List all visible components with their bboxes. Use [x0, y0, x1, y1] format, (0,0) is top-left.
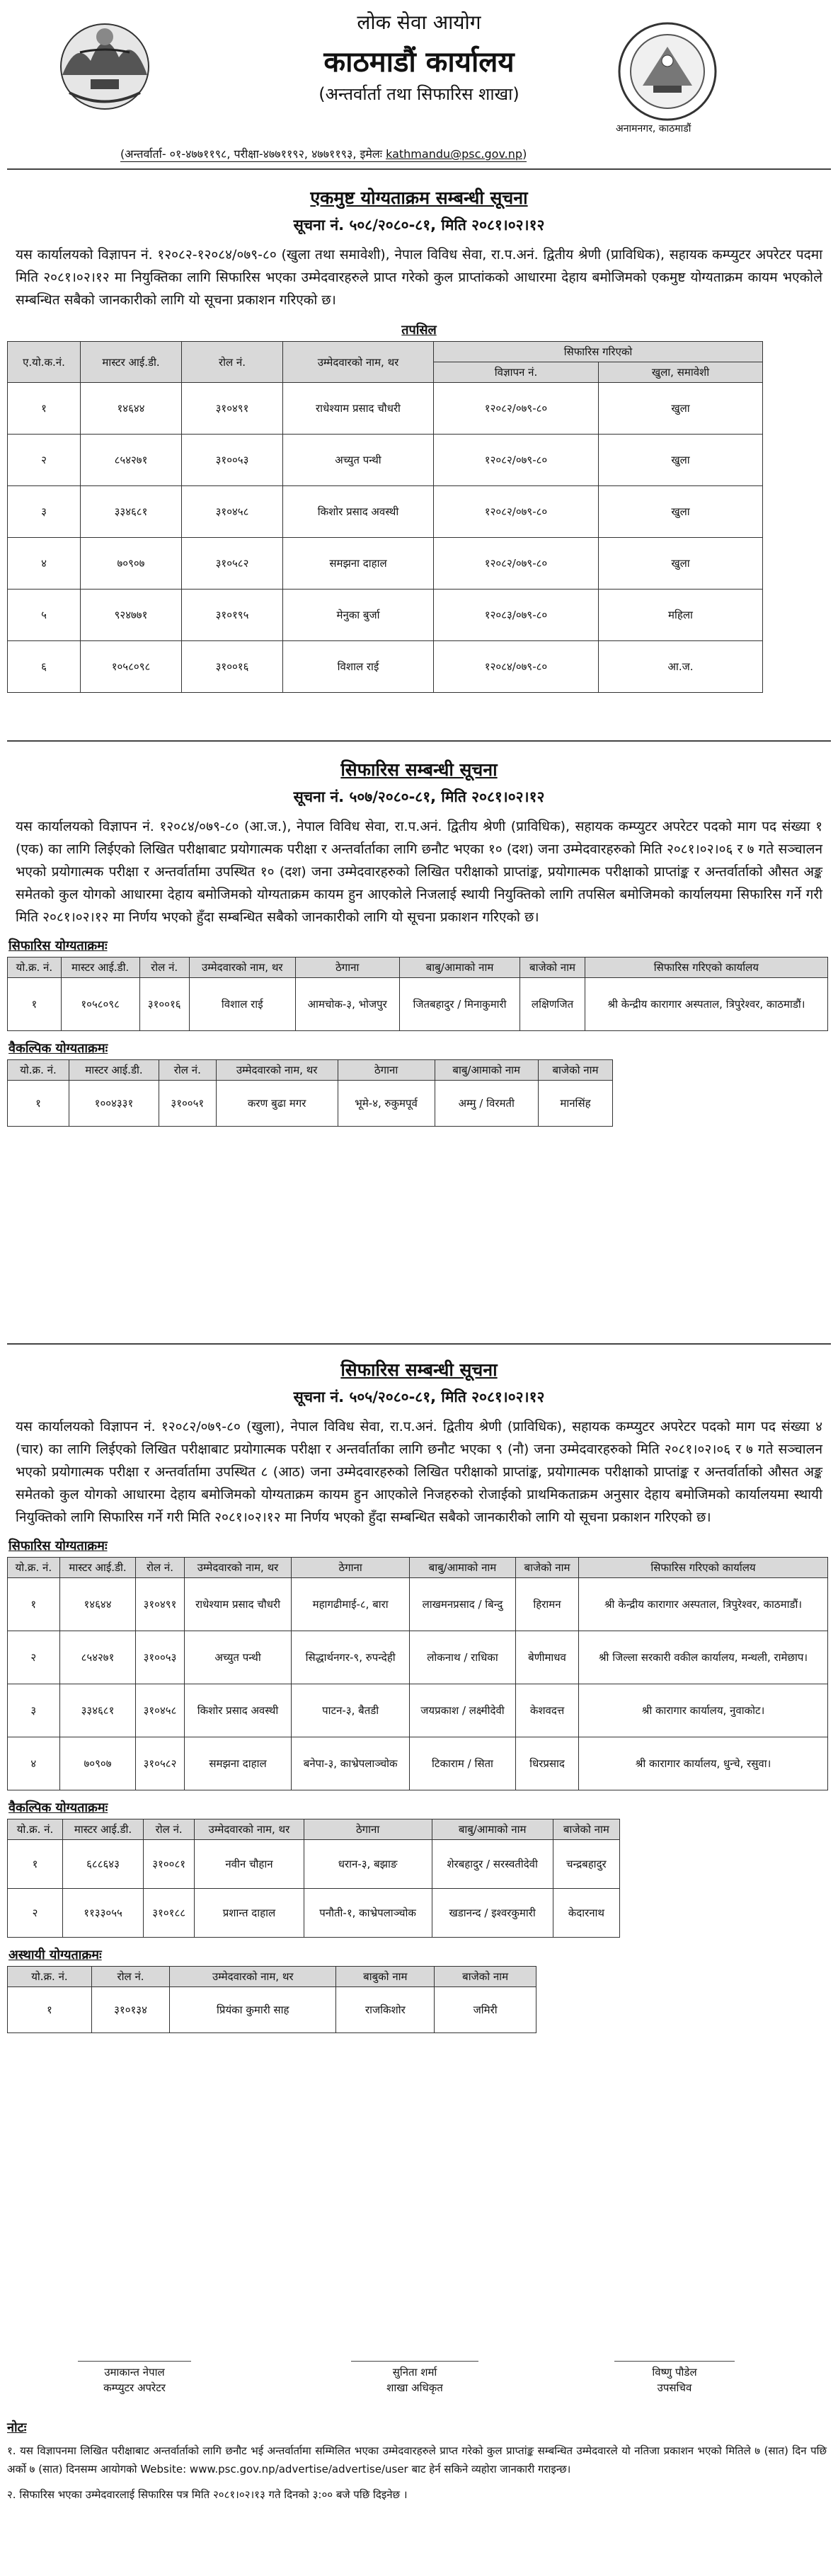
table-cell: ३१००८१ [144, 1840, 195, 1889]
recommended-merit-label: सिफारिस योग्यताक्रमः [8, 1539, 108, 1553]
table-cell: समझना दाहाल [283, 538, 434, 590]
col-header: रोल नं. [144, 1819, 195, 1840]
col-header: उम्मेदवारको नाम, थर [184, 1558, 292, 1578]
col-header: मास्टर आई.डी. [63, 1819, 144, 1840]
col-header: सिफारिस गरिएको कार्यालय [579, 1558, 828, 1578]
table-cell: २ [8, 435, 81, 486]
table-cell: ३ [8, 1684, 60, 1737]
table-cell: श्री केन्द्रीय कारागार अस्पताल, त्रिपुरेश्वर, काठमाडौं। [585, 978, 827, 1031]
col-header: यो.क्र. नं. [8, 1967, 92, 1987]
table-cell: ३३४६८१ [81, 486, 182, 538]
table-cell: १२०८२/०७९-८० [434, 538, 599, 590]
table-cell: ३१०४५८ [182, 486, 283, 538]
signatory-name: सुनिता शर्मा [392, 2366, 437, 2379]
table-cell: आमचोक-३, भोजपुर [295, 978, 399, 1031]
table-cell: बनेपा-३, काभ्रेपलाञ्चोक [292, 1737, 410, 1790]
table-cell: आ.ज. [599, 641, 763, 693]
col-header: ठेगाना [292, 1558, 410, 1578]
alternate-merit-label: वैकल्पिक योग्यताक्रमः [8, 1041, 108, 1056]
table-cell: श्री कारागार कार्यालय, धुन्चे, रसुवा। [579, 1737, 828, 1790]
recommendation-notice-507 [0, 757, 838, 1127]
table-cell: समझना दाहाल [184, 1737, 292, 1790]
table-cell: लक्षिणजित [520, 978, 585, 1031]
table-cell: ६ [8, 641, 81, 693]
table-cell: १२०८२/०७९-८० [434, 383, 599, 435]
table-cell: ७०९०७ [59, 1737, 136, 1790]
recommendation-notice-505 [0, 1357, 838, 2033]
table-row [8, 1987, 536, 2033]
alternate-merit-label: वैकल्पिक योग्यताक्रमः [8, 1800, 108, 1815]
temporary-table [7, 1966, 536, 2033]
signature-1 [78, 2361, 191, 2396]
table-row [8, 641, 763, 693]
notice-number: सूचना नं. ५०८/२०८०-८१, मिति २०८१।०२।१२ [293, 217, 545, 234]
table-cell: १४६४४ [59, 1578, 136, 1631]
table-cell: १२०८३/०७९-८० [434, 590, 599, 641]
table-cell: ३१०५८२ [182, 538, 283, 590]
contact-email[interactable]: kathmandu@psc.gov.np [386, 147, 523, 161]
table-cell: ३१००५१ [159, 1081, 217, 1127]
table-cell: १ [8, 1578, 60, 1631]
letterhead [0, 0, 838, 170]
notice-body: यस कार्यालयको विज्ञापन नं. १२०८२-१२०८४/०७९-८० (खुला तथा समावेशी), नेपाल विविध सेवा, रा.प.अनं. द्वितीय श्रेणी (प्राविधिक), सहायक कम्प्युटर अपरेटर पदमा मिति २०८१।०२।१२ मा नियुक्तिका लागि सिफारिस भएका उम्मेदवारहरुले प्राप्त गरेको कुल प्राप्तांकको आधारमा देहाय बमोजिमको एकमुष्ट योग्यताक्रम कायम भएकोले सम्बन्धित सबैको जानकारीको लागि यो सूचना प्रकाशन गरिएको छ। [16, 247, 822, 308]
contact-phones: (अन्तर्वार्ता- ०१-४७७११९८, परीक्षा-४७७११९२, ४७७११९३, इमेलः [120, 147, 382, 161]
table-cell: ३१०१३४ [91, 1987, 169, 2033]
col-header: बाबु/आमाको नाम [432, 1819, 553, 1840]
table-row [8, 1081, 613, 1127]
table-cell: ३१००५३ [182, 435, 283, 486]
col-header: ठेगाना [338, 1060, 435, 1081]
table-cell: ५ [8, 590, 81, 641]
section-title: एकमुष्ट योग्यताक्रम सम्बन्धी सूचना [310, 188, 528, 208]
table-cell: पनौती-१, काभ्रेपलाञ्चोक [304, 1889, 432, 1938]
contact-line [120, 146, 527, 162]
signatory-name: विष्णु पौडेल [652, 2366, 697, 2379]
table-cell: ३ [8, 486, 81, 538]
table-cell: १०५८०९८ [81, 641, 182, 693]
office-address: अनामनगर, काठमाडौं [616, 123, 691, 134]
table-row [8, 978, 828, 1031]
col-header: बाजेको नाम [538, 1060, 612, 1081]
table-cell: श्री कारागार कार्यालय, नुवाकोट। [579, 1684, 828, 1737]
col-header: बाजेको नाम [516, 1558, 579, 1578]
signature-3 [614, 2361, 735, 2396]
table-cell: १ [8, 383, 81, 435]
table-cell: ३१०४९१ [182, 383, 283, 435]
col-header: मास्टर आई.डी. [61, 958, 139, 978]
table-cell: ३१०४९१ [136, 1578, 184, 1631]
signatory-role: शाखा अधिकृत [386, 2381, 443, 2394]
table-cell: खुला [599, 538, 763, 590]
recommended-table [7, 1557, 828, 1790]
table-cell: ३१०५८२ [136, 1737, 184, 1790]
col-header: ए.यो.क.नं. [8, 342, 81, 383]
table-cell: धिरप्रसाद [516, 1737, 579, 1790]
notice-number: सूचना नं. ५०५/२०८०-८१, मिति २०८१।०२।१२ [293, 1388, 545, 1405]
col-header: रोल नं. [182, 342, 283, 383]
table-cell: १ [8, 1987, 92, 2033]
table-cell: खुला [599, 486, 763, 538]
col-header: बाबु/आमाको नाम [435, 1060, 538, 1081]
section-divider [7, 740, 831, 742]
col-header: मास्टर आई.डी. [81, 342, 182, 383]
table-cell: ७०९०७ [81, 538, 182, 590]
table-cell: १ [8, 978, 62, 1031]
table-cell: महिला [599, 590, 763, 641]
table-cell: ८५४२७१ [59, 1631, 136, 1684]
merit-table [7, 341, 763, 693]
notice-body: यस कार्यालयको विज्ञापन नं. १२०८४/०७९-८० (आ.ज.), नेपाल विविध सेवा, रा.प.अनं. द्वितीय श्रेणी (प्राविधिक), सहायक कम्प्युटर अपरेटर पदको माग पद संख्या १ (एक) का लागि लिईएको लिखित परीक्षाबाट प्रयोगात्मक परीक्षा र अन्तर्वार्ताका लागि छनौट भएका १० (दश) जना उम्मेदवारहरुको मिति २०८१।०२।०६ र ७ गते सञ्चालन भएको प्रयोगात्मक परीक्षा र अन्तर्वार्तामा उपस्थित १० (दश) जना उम्मेदवारहरुको लिखित परीक्षाको प्राप्तांङ्क, प्रयोगात्मक परीक्षाको प्राप्तांङ्क र अन्तर्वार्ताको औसत अङ्क समेतको कुल योगको आधारमा देहाय बमोजिमको योग्यताक्रम कायम हुन आएकोले निजलाई स्थायी नियुक्तिको लागि तपसिल बमोजिमको कार्यालयमा सिफारिस गर्ने गरी मिति २०८१।०२।१२ मा निर्णय भएको हुँदा सम्बन्धित सबैको जानकारीको लागि यो सूचना प्रकाशन गरिएको छ। [16, 819, 822, 925]
table-row [8, 1737, 828, 1790]
table-cell: प्रशान्त दाहाल [195, 1889, 304, 1938]
table-cell: ४ [8, 538, 81, 590]
signatory-name: उमाकान्त नेपाल [104, 2366, 165, 2379]
table-cell: विशाल राई [283, 641, 434, 693]
table-cell: जयप्रकाश / लक्ष्मीदेवी [409, 1684, 515, 1737]
table-cell: राधेश्याम प्रसाद चौधरी [283, 383, 434, 435]
table-cell: १००४३३१ [69, 1081, 159, 1127]
table-cell: ३१००५३ [136, 1631, 184, 1684]
commission-name: लोक सेवा आयोग [357, 11, 481, 34]
col-header: रोल नं. [91, 1967, 169, 1987]
table-cell: विशाल राई [189, 978, 295, 1031]
table-cell: खडानन्द / इश्वरकुमारी [432, 1889, 553, 1938]
table-cell: सिद्धार्थनगर-९, रुपन्देही [292, 1631, 410, 1684]
col-header: उम्मेदवारको नाम, थर [216, 1060, 338, 1081]
col-header: रोल नं. [159, 1060, 217, 1081]
table-cell: ६८८६४३ [63, 1840, 144, 1889]
col-header: यो.क्र. नं. [8, 1558, 60, 1578]
notes-title: नोटः [7, 2420, 27, 2435]
table-row [8, 590, 763, 641]
section-title: सिफारिस सम्बन्धी सूचना [340, 759, 498, 780]
table-cell: १ [8, 1840, 63, 1889]
table-cell: १२०८२/०७९-८० [434, 435, 599, 486]
recommended-table [7, 957, 828, 1031]
table-cell: १४६४४ [81, 383, 182, 435]
table-cell: श्री जिल्ला सरकारी वकील कार्यालय, मन्थली, रामेछाप। [579, 1631, 828, 1684]
table-cell: शेरबहादुर / सरस्वतीदेवी [432, 1840, 553, 1889]
recommended-merit-label: सिफारिस योग्यताक्रमः [8, 938, 108, 953]
col-header: मास्टर आई.डी. [59, 1558, 136, 1578]
table-cell: ३१०४५८ [136, 1684, 184, 1737]
table-cell: अच्युत पन्थी [184, 1631, 292, 1684]
table-cell: धरान-३, बझाङ [304, 1840, 432, 1889]
col-header: उम्मेदवारको नाम, थर [170, 1967, 336, 1987]
table-cell: अच्युत पन्थी [283, 435, 434, 486]
col-header: यो.क्र. नं. [8, 958, 62, 978]
table-row [8, 1889, 620, 1938]
table-cell: केशवदत्त [516, 1684, 579, 1737]
header-divider [7, 168, 831, 170]
table-row [8, 538, 763, 590]
table-row [8, 1840, 620, 1889]
signatory-role: कम्प्युटर अपरेटर [103, 2381, 166, 2394]
table-row [8, 383, 763, 435]
col-header: रोल नं. [139, 958, 189, 978]
col-header: यो.क्र. नं. [8, 1819, 63, 1840]
table-cell: २ [8, 1631, 60, 1684]
table-cell: प्रियंका कुमारी साह [170, 1987, 336, 2033]
table-cell: २ [8, 1889, 63, 1938]
temporary-merit-label: अस्थायी योग्यताक्रमः [8, 1948, 102, 1962]
table-cell: मानसिंह [538, 1081, 612, 1127]
table-cell: १ [8, 1081, 69, 1127]
table-row [8, 486, 763, 538]
alternate-table [7, 1059, 613, 1127]
contact-end: ) [522, 147, 527, 161]
signature-2 [351, 2361, 478, 2396]
table-cell: ३१०१९५ [182, 590, 283, 641]
col-header: बाबु/आमाको नाम [409, 1558, 515, 1578]
table-cell: ११३३०५५ [63, 1889, 144, 1938]
table-cell: ८५४२७१ [81, 435, 182, 486]
note-2: २. सिफारिस भएका उम्मेदवारलाई सिफारिस पत्र मिति २०८१।०२।१३ गते दिनको ३:०० बजे पछि दिइनेछ । [7, 2488, 408, 2501]
col-header: मास्टर आई.डी. [69, 1060, 159, 1081]
table-cell: पाटन-३, बैतडी [292, 1684, 410, 1737]
psc-seal-icon [614, 18, 721, 125]
col-header: बाजेको नाम [520, 958, 585, 978]
col-header: बाजेको नाम [435, 1967, 536, 1987]
col-header: उम्मेदवारको नाम, थर [189, 958, 295, 978]
table-row [8, 1578, 828, 1631]
table-cell: १२०८२/०७९-८० [434, 486, 599, 538]
col-header: खुला, समावेशी [599, 362, 763, 383]
table-cell: १०५८०९८ [61, 978, 139, 1031]
table-cell: बेणीमाधव [516, 1631, 579, 1684]
col-header: यो.क्र. नं. [8, 1060, 69, 1081]
col-header: बाबु/आमाको नाम [399, 958, 520, 978]
tapasil-heading: तपसिल [401, 323, 437, 338]
section-divider [7, 1343, 831, 1345]
notice-body: यस कार्यालयको विज्ञापन नं. १२०८२/०७९-८० (खुला), नेपाल विविध सेवा, रा.प.अनं. द्वितीय श्रेणी (प्राविधिक), सहायक कम्प्युटर अपरेटर पदको माग पद संख्या ४ (चार) का लागि लिईएको लिखित परीक्षाबाट प्रयोगात्मक परीक्षा र अन्तर्वार्ताका लागि छनौट भएका ९ (नौ) जना उम्मेदवारहरुको मिति २०८१।०२।०६ र ७ गते सञ्चालन भएको प्रयोगात्मक परीक्षा र अन्तर्वार्तामा उपस्थित ८ (आठ) जना उम्मेदवारहरुको लिखित परीक्षाको प्राप्तांङ्क, प्रयोगात्मक परीक्षाको प्राप्तांङ्क र अन्तर्वार्ताको औसत अङ्क समेतको कुल योगको आधारमा देहाय बमोजिमको योग्यताक्रम कायम हुन आएकोले निजहरुको रोजाईको प्राथमिकताक्रम अनुसार देहाय बमोजिमको कार्यालयमा स्थायी नियुक्तिको लागि सिफारिस गर्ने गरी मिति २०८१।०२।१२ मा निर्णय भएको हुँदा सम्बन्धित सबैको जानकारीको लागि यो सूचना प्रकाशन गरिएको छ। [16, 1419, 822, 1525]
table-cell: राधेश्याम प्रसाद चौधरी [184, 1578, 292, 1631]
table-cell: महागढीमाई-८, बारा [292, 1578, 410, 1631]
table-cell: ३१०१८८ [144, 1889, 195, 1938]
col-header: विज्ञापन नं. [434, 362, 599, 383]
table-row [8, 435, 763, 486]
office-name: काठमाडौं कार्यालय [323, 46, 515, 79]
col-header: सिफारिस गरिएको कार्यालय [585, 958, 827, 978]
table-cell: चन्द्रबहादुर [553, 1840, 619, 1889]
consolidated-merit-notice [0, 185, 838, 693]
table-cell: राजकिशोर [336, 1987, 435, 2033]
table-cell: ३३४६८१ [59, 1684, 136, 1737]
section-title: सिफारिस सम्बन्धी सूचना [340, 1359, 498, 1380]
alternate-table [7, 1819, 620, 1938]
table-cell: ३१००१६ [139, 978, 189, 1031]
col-header: बाजेको नाम [553, 1819, 619, 1840]
table-cell: जमिरी [435, 1987, 536, 2033]
table-cell: किशोर प्रसाद अवस्थी [283, 486, 434, 538]
signatory-role: उपसचिव [657, 2381, 692, 2394]
table-cell: अम्मु / विरमती [435, 1081, 538, 1127]
table-cell: १२०८४/०७९-८० [434, 641, 599, 693]
table-cell: ३१००१६ [182, 641, 283, 693]
table-cell: हिरामन [516, 1578, 579, 1631]
note-1: १. यस विज्ञापनमा लिखित परीक्षाबाट अन्तर्वार्ताको लागि छनौट भई अन्तर्वार्तामा सम्मिलित भएका उम्मेदवारहरुले प्राप्त गरेको कुल प्राप्तांङ्क सम्बन्धित उम्मेदवारले यो नतिजा प्रकाशन भएको मितिले ७ (सात) दिन पछि अर्को ७ (सात) दिनसम्म आयोगको Website: www.psc.gov.np/advertise/advertise/user बाट हेर्न सकिने व्यहोरा जानकारी गराइन्छ। [7, 2444, 827, 2476]
table-cell: केदारनाथ [553, 1889, 619, 1938]
table-cell: खुला [599, 435, 763, 486]
table-cell: श्री केन्द्रीय कारागार अस्पताल, त्रिपुरेश्वर, काठमाडौं। [579, 1578, 828, 1631]
table-row [8, 1631, 828, 1684]
col-header: ठेगाना [295, 958, 399, 978]
col-header: सिफारिस गरिएको [434, 342, 763, 362]
notes-block [7, 2419, 827, 2504]
table-cell: मेनुका बुर्जा [283, 590, 434, 641]
table-cell: लोकनाथ / राधिका [409, 1631, 515, 1684]
table-cell: जितबहादुर / मिनाकुमारी [399, 978, 520, 1031]
table-cell: ९२४७७१ [81, 590, 182, 641]
table-row [8, 1684, 828, 1737]
col-header: ठेगाना [304, 1819, 432, 1840]
col-header: रोल नं. [136, 1558, 184, 1578]
table-cell: टिकाराम / सिता [409, 1737, 515, 1790]
table-cell: ४ [8, 1737, 60, 1790]
notice-number: सूचना नं. ५०७/२०८०-८१, मिति २०८१।०२।१२ [293, 788, 545, 805]
table-cell: भूमे-४, रुकुमपूर्व [338, 1081, 435, 1127]
table-cell: नवीन चौहान [195, 1840, 304, 1889]
table-cell: करण बुढा मगर [216, 1081, 338, 1127]
branch-name: (अन्तर्वार्ता तथा सिफारिस शाखा) [318, 84, 520, 104]
table-cell: लाखमनप्रसाद / बिन्दु [409, 1578, 515, 1631]
table-cell: किशोर प्रसाद अवस्थी [184, 1684, 292, 1737]
col-header: उम्मेदवारको नाम, थर [283, 342, 434, 383]
col-header: बाबुको नाम [336, 1967, 435, 1987]
col-header: उम्मेदवारको नाम, थर [195, 1819, 304, 1840]
table-cell: खुला [599, 383, 763, 435]
